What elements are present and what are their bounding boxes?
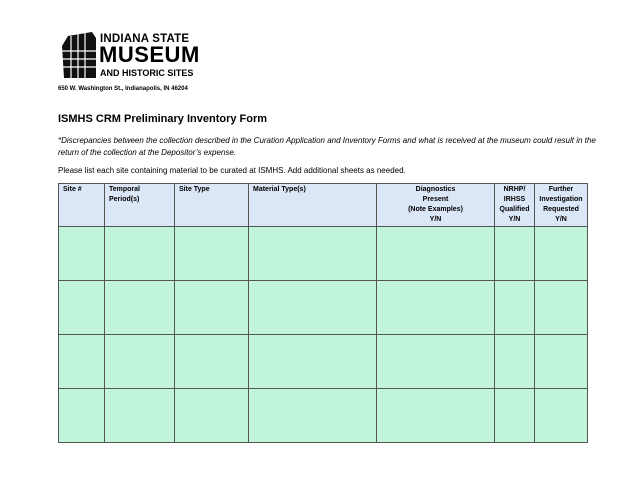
header-site-number: Site # bbox=[59, 184, 105, 227]
table-header-row bbox=[59, 184, 588, 227]
table-row bbox=[59, 335, 588, 389]
table-row bbox=[59, 227, 588, 281]
cell-site-number[interactable] bbox=[59, 389, 105, 443]
header-temporal-period: Temporal Period(s) bbox=[105, 184, 175, 227]
table-row bbox=[59, 281, 588, 335]
cell-diagnostics[interactable] bbox=[377, 227, 495, 281]
cell-site-type[interactable] bbox=[175, 389, 249, 443]
cell-temporal-period[interactable] bbox=[105, 389, 175, 443]
cell-material-type[interactable] bbox=[249, 227, 377, 281]
cell-temporal-period[interactable] bbox=[105, 335, 175, 389]
cell-nrhp-qualified[interactable] bbox=[495, 335, 535, 389]
cell-diagnostics[interactable] bbox=[377, 281, 495, 335]
header-material-type: Material Type(s) bbox=[249, 184, 377, 227]
cell-nrhp-qualified[interactable] bbox=[495, 281, 535, 335]
cell-nrhp-qualified[interactable] bbox=[495, 389, 535, 443]
museum-logo-mark-icon bbox=[62, 32, 96, 78]
form-title: ISMHS CRM Preliminary Inventory Form bbox=[58, 113, 268, 125]
header-diagnostics: Diagnostics Present (Note Examples) Y/N bbox=[377, 184, 495, 227]
cell-diagnostics[interactable] bbox=[377, 335, 495, 389]
cell-site-number[interactable] bbox=[59, 281, 105, 335]
discrepancy-note: *Discrepancies between the collection described in the Curation Application and Inventory Forms and what is received at the museum could result in the return of the collection at the Depositor’s expense. bbox=[58, 136, 596, 157]
cell-material-type[interactable] bbox=[249, 335, 377, 389]
cell-site-type[interactable] bbox=[175, 335, 249, 389]
cell-temporal-period[interactable] bbox=[105, 227, 175, 281]
cell-temporal-period[interactable] bbox=[105, 281, 175, 335]
museum-logo bbox=[62, 32, 202, 82]
cell-material-type[interactable] bbox=[249, 389, 377, 443]
cell-further-investigation[interactable] bbox=[535, 335, 588, 389]
cell-further-investigation[interactable] bbox=[535, 227, 588, 281]
cell-further-investigation[interactable] bbox=[535, 389, 588, 443]
inventory-table bbox=[58, 183, 588, 443]
form-instructions: Please list each site containing material to be curated at ISMHS. Add additional sheets as needed. bbox=[58, 166, 406, 175]
logo-line-indiana-state: INDIANA STATE bbox=[100, 33, 190, 45]
cell-further-investigation[interactable] bbox=[535, 281, 588, 335]
header-further-investigation: Further Investigation Requested Y/N bbox=[535, 184, 588, 227]
header-site-type: Site Type bbox=[175, 184, 249, 227]
logo-line-historic-sites: AND HISTORIC SITES bbox=[100, 68, 194, 78]
cell-nrhp-qualified[interactable] bbox=[495, 227, 535, 281]
header-nrhp-qualified: NRHP/ IRHSS Qualified Y/N bbox=[495, 184, 535, 227]
cell-material-type[interactable] bbox=[249, 281, 377, 335]
cell-diagnostics[interactable] bbox=[377, 389, 495, 443]
museum-address: 650 W. Washington St., Indianapolis, IN 46204 bbox=[58, 86, 188, 92]
cell-site-type[interactable] bbox=[175, 227, 249, 281]
logo-line-museum: MUSEUM bbox=[99, 42, 200, 67]
table-row bbox=[59, 389, 588, 443]
cell-site-number[interactable] bbox=[59, 335, 105, 389]
cell-site-number[interactable] bbox=[59, 227, 105, 281]
cell-site-type[interactable] bbox=[175, 281, 249, 335]
